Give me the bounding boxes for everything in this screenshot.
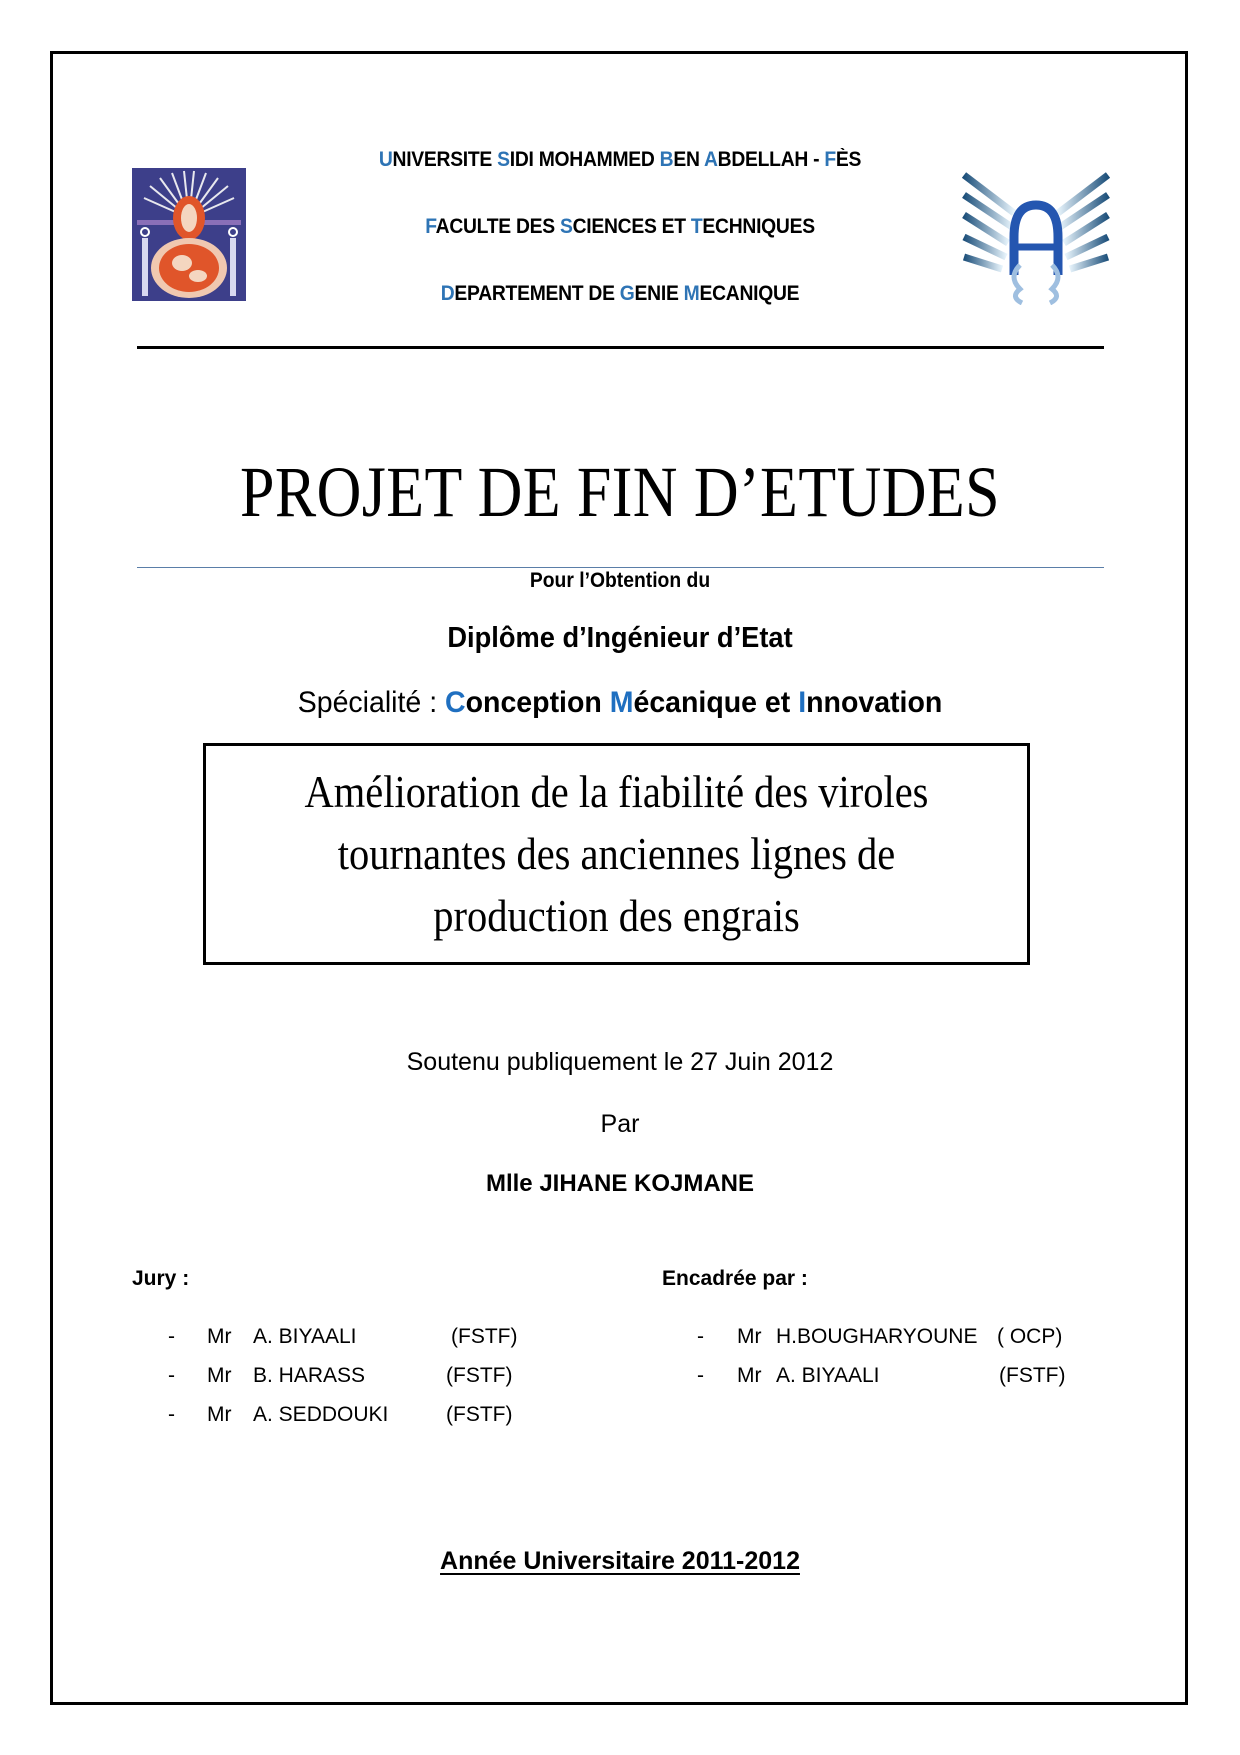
member-title: Mr: [207, 1364, 232, 1387]
list-dash: -: [697, 1364, 704, 1387]
text-segment: écanique et: [633, 686, 799, 719]
title-divider: [137, 567, 1104, 568]
thesis-title: [255, 761, 977, 947]
specialty-line: [126, 686, 1114, 720]
accent-initial: A: [703, 148, 718, 171]
text-segment: ÈS: [835, 148, 862, 171]
university-emblem-logo: [132, 168, 246, 301]
document-title: PROJET DE FIN D’ETUDES: [240, 452, 1000, 532]
list-dash: -: [697, 1325, 704, 1348]
thesis-title-line: tournantes des anciennes lignes de: [337, 828, 896, 879]
supervisors-label: Encadrée par :: [662, 1267, 808, 1290]
member-title: Mr: [737, 1325, 762, 1348]
accent-initial: F: [425, 215, 436, 238]
defense-date: Soutenu publiquement le 27 Juin 2012: [406, 1048, 834, 1076]
by-label: Par: [600, 1110, 640, 1138]
header-divider: [137, 346, 1104, 349]
accent-initial: S: [497, 148, 510, 171]
text-segment: nnovation: [806, 686, 943, 719]
text-segment: ECANIQUE: [699, 282, 800, 305]
diploma-name: Diplôme d’Ingénieur d’Etat: [447, 622, 793, 654]
member-affiliation: (FSTF): [446, 1364, 513, 1387]
accent-initial: M: [683, 282, 700, 305]
accent-initial: D: [440, 282, 455, 305]
member-title: Mr: [207, 1325, 232, 1348]
jury-label: Jury :: [132, 1267, 190, 1290]
jury-member: [0, 1400, 700, 1430]
accent-initial: S: [559, 215, 573, 238]
thesis-title-box: [203, 743, 1030, 965]
member-affiliation: (FSTF): [446, 1403, 513, 1426]
fst-logo-icon: [962, 165, 1110, 305]
list-dash: -: [168, 1325, 175, 1348]
text-segment: ENIE: [634, 282, 684, 305]
member-name: B. HARASS: [253, 1364, 366, 1387]
member-title: Mr: [207, 1403, 232, 1426]
text-segment: EPARTEMENT DE: [454, 282, 620, 305]
department-name: [280, 282, 961, 306]
accent-initial: B: [659, 148, 674, 171]
text-segment: ECHNIQUES: [702, 215, 815, 238]
accent-initial: U: [378, 148, 393, 171]
thesis-title-line: Amélioration de la fiabilité des viroles: [304, 766, 929, 817]
faculty-name: [280, 215, 961, 239]
text-segment: ACULTE DES: [435, 215, 560, 238]
academic-year: [100, 1547, 1140, 1576]
member-name: A. SEDDOUKI: [253, 1403, 389, 1426]
member-title: Mr: [737, 1364, 762, 1387]
member-affiliation: ( OCP): [997, 1325, 1063, 1348]
accent-initial: I: [798, 686, 807, 719]
academic-year-text: Année Universitaire 2011-2012: [440, 1547, 800, 1575]
member-affiliation: (FSTF): [999, 1364, 1066, 1387]
text-segment: onception: [465, 686, 610, 719]
member-name: H.BOUGHARYOUNE: [776, 1325, 978, 1348]
member-name: A. BIYAALI: [776, 1364, 880, 1387]
text-segment: IDI MOHAMMED: [509, 148, 660, 171]
accent-initial: G: [619, 282, 635, 305]
author-name: Mlle JIHANE KOJMANE: [485, 1170, 755, 1197]
specialty-label: Spécialité :: [297, 686, 446, 719]
member-name: A. BIYAALI: [253, 1325, 357, 1348]
member-affiliation: (FSTF): [451, 1325, 518, 1348]
supervisor-member: [0, 1361, 1200, 1391]
accent-initial: M: [609, 686, 634, 719]
supervisor-member: [0, 1322, 1200, 1352]
emblem-icon: [132, 168, 246, 301]
text-segment: NIVERSITE: [392, 148, 498, 171]
university-name: [280, 148, 961, 172]
text-segment: CIENCES ET: [572, 215, 691, 238]
list-dash: -: [168, 1403, 175, 1426]
accent-initial: T: [690, 215, 703, 238]
thesis-title-line: production des engrais: [433, 890, 800, 941]
list-dash: -: [168, 1364, 175, 1387]
accent-initial: C: [445, 686, 466, 719]
specialty-name: [445, 686, 942, 719]
text-segment: BDELLAH -: [717, 148, 825, 171]
obtention-label: Pour l’Obtention du: [529, 569, 711, 592]
fst-fes-logo: [962, 165, 1110, 305]
text-segment: EN: [673, 148, 704, 171]
accent-initial: F: [824, 148, 836, 171]
